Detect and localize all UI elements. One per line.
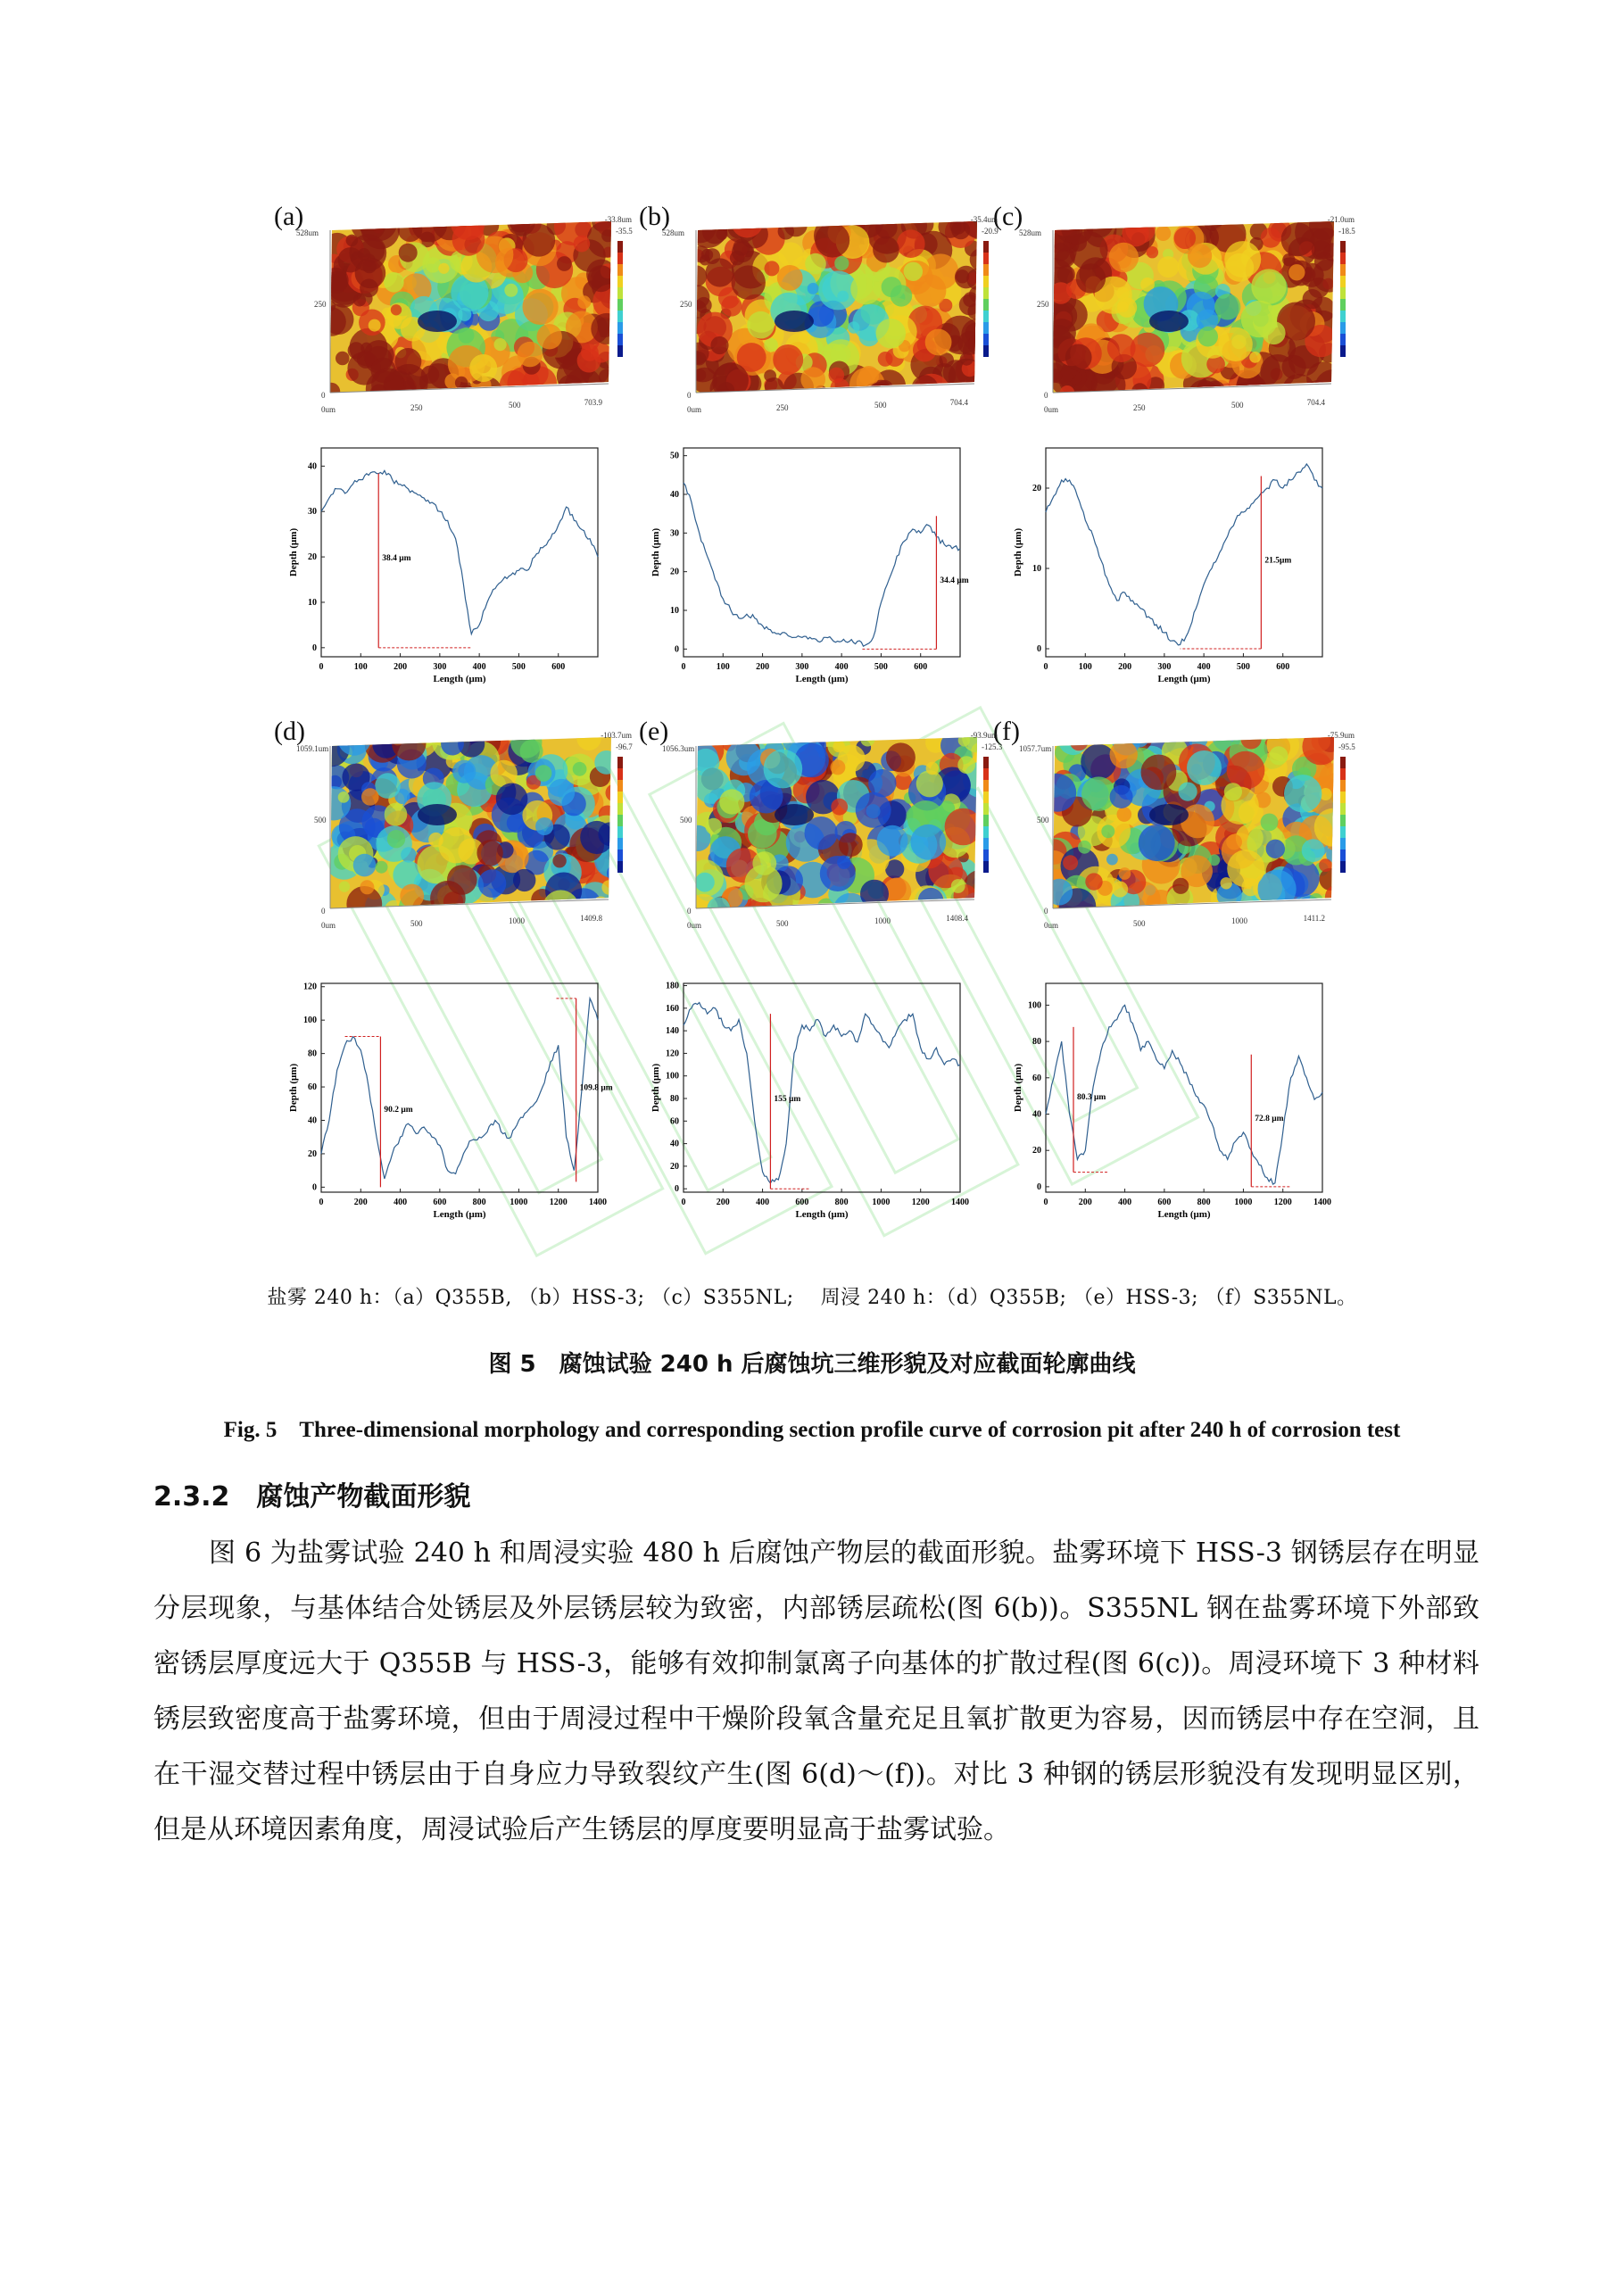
x-tick-label: 0 (1043, 662, 1048, 672)
svg-text:0: 0 (1044, 907, 1048, 916)
svg-text:1409.8: 1409.8 (580, 914, 602, 923)
svg-text:-35.5: -35.5 (616, 227, 633, 236)
profile-series-line (321, 999, 598, 1179)
y-tick-label: 100 (303, 1015, 317, 1026)
x-tick-label: 100 (716, 662, 730, 672)
profile-series-line (1046, 464, 1322, 645)
plot-frame (684, 983, 960, 1192)
surface-map-a (294, 214, 634, 419)
x-tick-label: 400 (1118, 1198, 1132, 1207)
pit-depth-label: 109.8 μm (579, 1083, 613, 1093)
y-axis-label: Depth (μm) (1013, 1063, 1023, 1113)
y-tick-label: 40 (1032, 1109, 1041, 1120)
x-tick-label: 300 (433, 662, 447, 672)
svg-text:528um: 528um (1019, 228, 1042, 237)
y-tick-label: 160 (666, 1003, 679, 1014)
profile-chart-c (1008, 439, 1330, 707)
y-tick-label: 80 (308, 1049, 317, 1059)
svg-text:250: 250 (776, 403, 789, 412)
y-tick-label: 20 (308, 1148, 317, 1159)
profile-series-line (684, 1003, 960, 1183)
body-paragraph: 图 6 为盐雾试验 240 h 和周浸实验 480 h 后腐蚀产物层的截面形貌。盐雾环境下 HSS-3 钢锈层存在明显分层现象，与基体结合处锈层及外层锈层较为致密，内部锈层疏松(图 6(b))。S355NL 钢在盐雾环境下外部致密锈层厚度远大于 Q355B 与 HSS-3，能够有效抑制氯离子向基体的扩散过程(图 6(c))。周浸环境下 3 种材料锈层致密度高于盐雾环境，但由于周浸过程中干燥阶段氧含量充足且氧扩散更为容易，因而锈层中存在空洞，且在干湿交替过程中锈层由于自身应力导致裂纹产生(图 6(d)～(f))。对比 3 种钢的锈层形貌没有发现明显区别，但是从环境因素角度，周浸试验后产生锈层的厚度要明显高于盐雾试验。 (153, 1538, 1479, 1845)
y-tick-label: 20 (1032, 484, 1041, 493)
x-tick-label: 600 (795, 1198, 809, 1207)
y-tick-label: 180 (666, 981, 679, 991)
x-axis-label: Length (μm) (1157, 1209, 1211, 1220)
svg-text:-93.9um: -93.9um (970, 731, 998, 740)
svg-text:-103.7um: -103.7um (601, 731, 632, 740)
x-tick-label: 600 (914, 662, 928, 672)
x-tick-label: 400 (756, 1198, 770, 1207)
y-axis-label: Depth (μm) (288, 527, 299, 577)
pit-depth-label: 34.4 μm (940, 576, 969, 585)
svg-text:1411.2: 1411.2 (1303, 914, 1325, 923)
svg-text:250: 250 (1037, 300, 1049, 309)
profile-chart-d (284, 974, 613, 1242)
svg-text:500: 500 (314, 816, 327, 825)
svg-text:0um: 0um (1044, 921, 1059, 930)
y-tick-label: 140 (666, 1026, 679, 1037)
panel-label-d: (d) (274, 717, 305, 746)
y-tick-label: 0 (1037, 1181, 1041, 1192)
svg-text:0: 0 (1044, 391, 1048, 400)
x-tick-label: 0 (1043, 1198, 1048, 1207)
surface-map-e (660, 730, 1003, 935)
y-tick-label: 0 (675, 1184, 679, 1195)
profile-chart-f (1008, 974, 1330, 1242)
x-tick-label: 0 (681, 1198, 686, 1207)
x-tick-label: 1200 (1273, 1198, 1292, 1207)
x-tick-label: 300 (1157, 662, 1172, 672)
svg-text:500: 500 (874, 401, 887, 410)
x-tick-label: 500 (1236, 662, 1250, 672)
svg-text:1408.4: 1408.4 (946, 914, 968, 923)
svg-text:1059.1um: 1059.1um (296, 744, 329, 753)
x-axis-label: Length (μm) (433, 1209, 486, 1220)
plot-frame (684, 448, 960, 657)
surface-map-c (1017, 214, 1356, 419)
x-tick-label: 1400 (951, 1198, 969, 1207)
x-tick-label: 0 (319, 1198, 324, 1207)
svg-text:500: 500 (1037, 816, 1049, 825)
x-tick-label: 100 (353, 662, 368, 672)
pit-depth-label: 155 μm (774, 1095, 801, 1105)
svg-text:704.4: 704.4 (1306, 398, 1325, 407)
y-axis-label: Depth (μm) (1013, 527, 1023, 577)
svg-text:-95.5: -95.5 (1338, 742, 1355, 751)
y-tick-label: 10 (670, 606, 679, 616)
svg-text:703.9: 703.9 (584, 398, 602, 407)
y-tick-label: 40 (308, 1115, 317, 1126)
svg-text:0um: 0um (321, 921, 336, 930)
y-tick-label: 80 (1032, 1037, 1041, 1048)
x-tick-label: 200 (1118, 662, 1132, 672)
x-tick-label: 600 (1276, 662, 1290, 672)
profile-chart-a (284, 439, 605, 707)
svg-text:528um: 528um (296, 228, 319, 237)
y-tick-label: 30 (670, 528, 679, 539)
surface-map-d (294, 730, 634, 935)
x-tick-label: 400 (394, 1198, 408, 1207)
y-tick-label: 80 (670, 1094, 679, 1105)
x-tick-label: 1000 (510, 1198, 528, 1207)
panel-label-c: (c) (993, 202, 1023, 231)
x-tick-label: 200 (756, 662, 770, 672)
y-tick-label: 0 (312, 642, 317, 653)
svg-text:-125.3: -125.3 (982, 742, 1003, 751)
pit-depth-label: 21.5μm (1264, 556, 1292, 566)
x-tick-label: 500 (511, 662, 526, 672)
svg-text:500: 500 (1231, 401, 1244, 410)
x-tick-label: 200 (394, 662, 408, 672)
y-tick-label: 40 (670, 490, 679, 500)
y-axis-label: Depth (μm) (650, 527, 661, 577)
svg-text:500: 500 (410, 919, 423, 928)
x-tick-label: 600 (1157, 1198, 1172, 1207)
svg-text:500: 500 (680, 816, 692, 825)
profile-series-line (684, 483, 960, 646)
svg-text:1056.3um: 1056.3um (662, 744, 695, 753)
y-tick-label: 20 (1032, 1146, 1041, 1156)
y-tick-label: 60 (308, 1082, 317, 1093)
y-tick-label: 10 (308, 597, 317, 608)
y-tick-label: 20 (670, 567, 679, 577)
x-tick-label: 600 (433, 1198, 447, 1207)
x-tick-label: 1400 (589, 1198, 607, 1207)
x-tick-label: 200 (716, 1198, 730, 1207)
svg-text:500: 500 (776, 919, 789, 928)
x-tick-label: 1400 (1313, 1198, 1331, 1207)
x-tick-label: 100 (1078, 662, 1092, 672)
svg-text:-75.9um: -75.9um (1327, 731, 1355, 740)
svg-text:-33.8um: -33.8um (604, 215, 632, 224)
x-tick-label: 300 (795, 662, 809, 672)
svg-text:0: 0 (687, 907, 692, 916)
y-tick-label: 40 (308, 461, 317, 472)
x-tick-label: 200 (1078, 1198, 1092, 1207)
x-axis-label: Length (μm) (795, 1209, 849, 1220)
y-tick-label: 0 (312, 1182, 317, 1193)
y-tick-label: 100 (666, 1071, 679, 1082)
x-tick-label: 1000 (872, 1198, 891, 1207)
surface-map-b (660, 214, 999, 419)
svg-text:-21.0um: -21.0um (1327, 215, 1355, 224)
x-tick-label: 0 (681, 662, 686, 672)
y-tick-label: 0 (675, 644, 679, 655)
svg-text:250: 250 (1133, 403, 1146, 412)
x-tick-label: 800 (834, 1198, 849, 1207)
pit-depth-label: 72.8 μm (1255, 1114, 1284, 1123)
y-tick-label: 40 (670, 1139, 679, 1149)
panel-label-a: (a) (274, 202, 304, 231)
svg-text:250: 250 (680, 300, 692, 309)
x-tick-label: 800 (1197, 1198, 1211, 1207)
svg-text:0um: 0um (687, 405, 702, 414)
plot-frame (321, 983, 598, 1192)
plot-frame (1046, 448, 1322, 657)
x-tick-label: 0 (319, 662, 324, 672)
y-tick-label: 50 (670, 451, 679, 461)
y-axis-label: Depth (μm) (650, 1063, 661, 1113)
y-tick-label: 20 (308, 552, 317, 563)
x-axis-label: Length (μm) (433, 674, 486, 684)
svg-text:0: 0 (687, 391, 692, 400)
svg-text:-18.5: -18.5 (1338, 227, 1355, 236)
profile-chart-e (646, 974, 967, 1242)
x-tick-label: 1200 (911, 1198, 930, 1207)
profile-series-line (321, 470, 598, 634)
svg-text:704.4: 704.4 (949, 398, 968, 407)
surface-map-f (1017, 730, 1356, 935)
y-tick-label: 20 (670, 1161, 679, 1172)
x-tick-label: 800 (472, 1198, 486, 1207)
y-tick-label: 30 (308, 507, 317, 518)
svg-text:1000: 1000 (1231, 916, 1247, 925)
section-heading: 2.3.2 腐蚀产物截面形貌 (153, 1481, 471, 1513)
x-tick-label: 400 (834, 662, 849, 672)
figure-title-cn: 图 5 腐蚀试验 240 h 后腐蚀坑三维形貌及对应截面轮廓曲线 (488, 1351, 1136, 1378)
svg-text:500: 500 (1133, 919, 1146, 928)
y-tick-label: 60 (670, 1116, 679, 1127)
figure-subcaption: 盐雾 240 h：（a）Q355B, （b）HSS-3; （c）S355NL; 周浸 240 h：（d）Q355B; （e）HSS-3; （f）S355NL。 (267, 1287, 1357, 1309)
x-axis-label: Length (μm) (795, 674, 849, 684)
svg-text:-96.7: -96.7 (616, 742, 633, 751)
svg-text:-20.9: -20.9 (982, 227, 998, 236)
y-tick-label: 120 (303, 982, 317, 992)
svg-text:250: 250 (314, 300, 327, 309)
svg-text:-35.4um: -35.4um (970, 215, 998, 224)
x-tick-label: 200 (353, 1198, 368, 1207)
x-tick-label: 400 (472, 662, 486, 672)
svg-text:0um: 0um (321, 405, 336, 414)
pit-depth-label: 80.3 μm (1077, 1093, 1106, 1103)
svg-text:1000: 1000 (509, 916, 525, 925)
y-tick-label: 120 (666, 1049, 679, 1059)
svg-text:0: 0 (321, 907, 326, 916)
y-tick-label: 100 (1028, 1000, 1041, 1011)
x-axis-label: Length (μm) (1157, 674, 1211, 684)
svg-text:1057.7um: 1057.7um (1019, 744, 1052, 753)
svg-text:1000: 1000 (874, 916, 891, 925)
svg-text:0: 0 (321, 391, 326, 400)
panel-label-b: (b) (639, 202, 670, 231)
y-axis-label: Depth (μm) (288, 1063, 299, 1113)
x-tick-label: 1000 (1234, 1198, 1253, 1207)
svg-text:250: 250 (410, 403, 423, 412)
svg-text:500: 500 (509, 401, 521, 410)
profile-chart-b (646, 439, 967, 707)
y-tick-label: 0 (1037, 644, 1041, 654)
y-tick-label: 10 (1032, 564, 1041, 574)
x-tick-label: 500 (874, 662, 888, 672)
y-tick-label: 60 (1032, 1073, 1041, 1083)
panel-label-e: (e) (639, 717, 669, 746)
x-tick-label: 1200 (549, 1198, 568, 1207)
plot-frame (1046, 983, 1322, 1192)
svg-text:0um: 0um (687, 921, 702, 930)
x-tick-label: 600 (551, 662, 566, 672)
pit-depth-label: 38.4 μm (382, 554, 411, 564)
panel-label-f: (f) (993, 717, 1020, 746)
svg-text:528um: 528um (662, 228, 685, 237)
x-tick-label: 400 (1197, 662, 1211, 672)
svg-text:0um: 0um (1044, 405, 1059, 414)
pit-depth-label: 90.2 μm (384, 1105, 413, 1115)
figure-title-en: Fig. 5 Three-dimensional morphology and corresponding section profile curve of corrosion pit after 240 h of corrosion test (223, 1418, 1401, 1442)
